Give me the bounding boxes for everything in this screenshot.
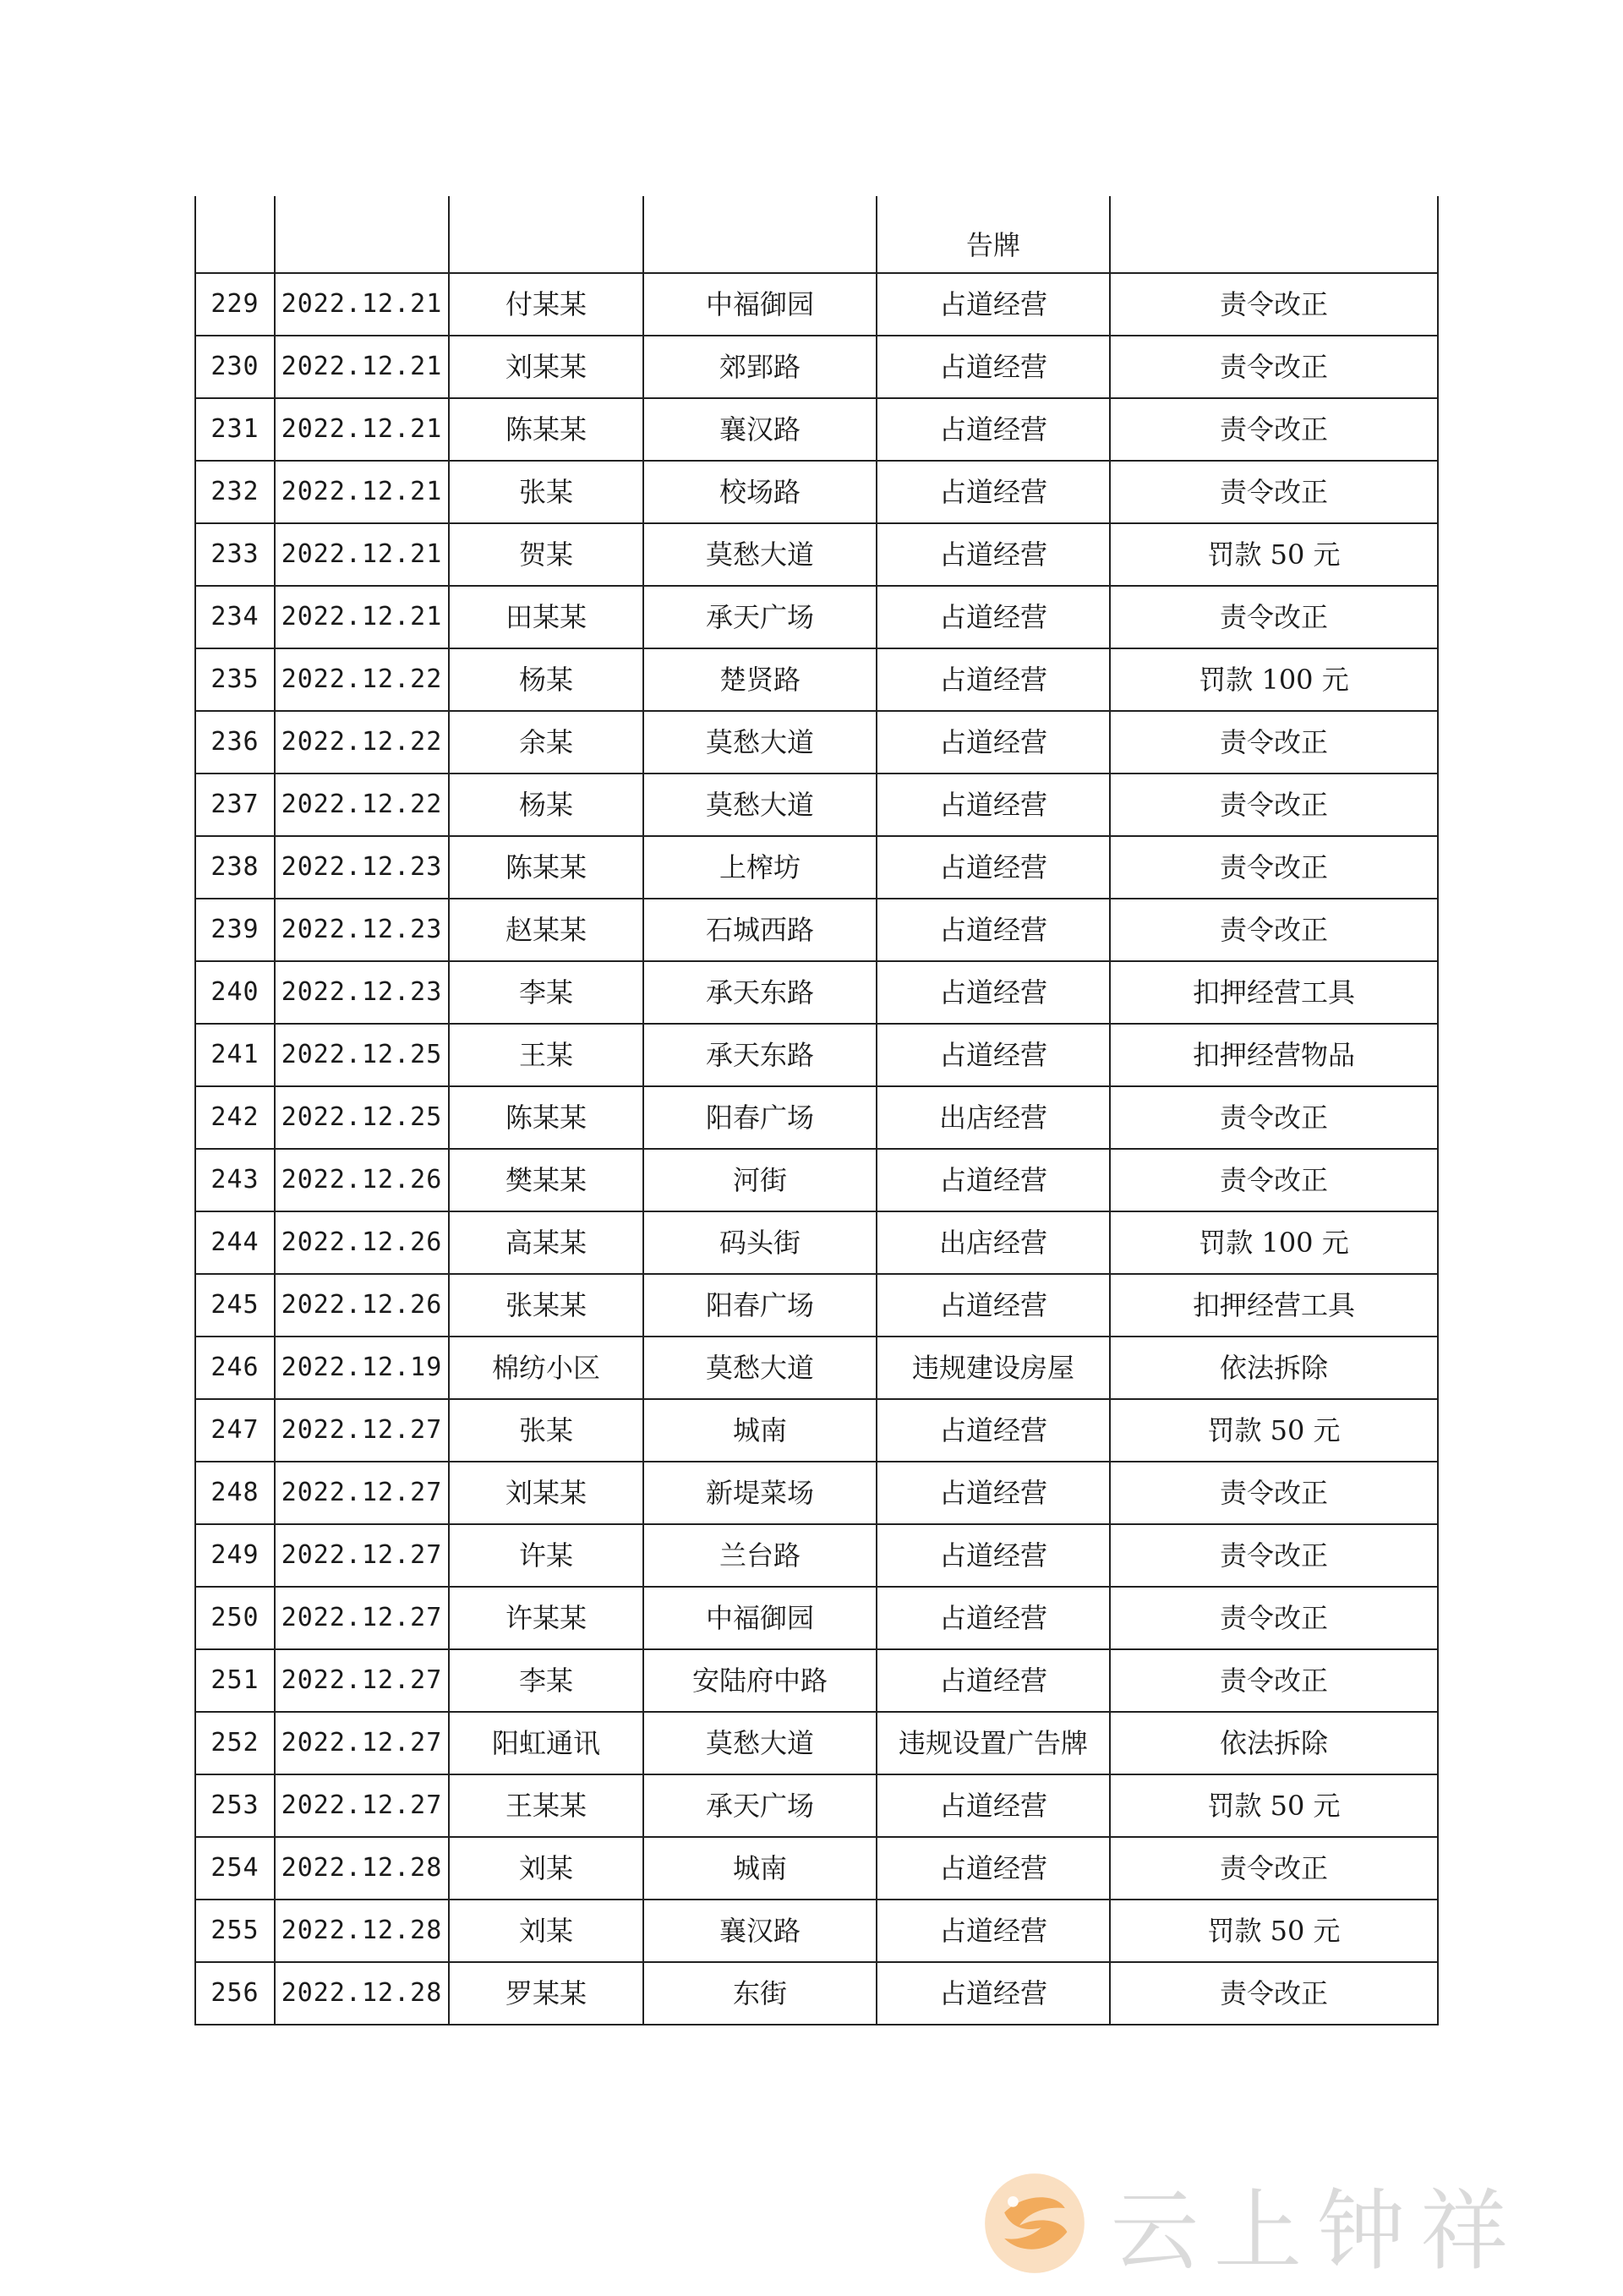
table-row	[195, 398, 1438, 461]
cell-issue: 占道经营	[877, 461, 1110, 523]
cell-location	[643, 196, 877, 273]
cell-result: 责令改正	[1110, 711, 1438, 774]
cell-issue: 占道经营	[877, 1587, 1110, 1649]
cell-date: 2022.12.28	[275, 1837, 449, 1900]
cell-number: 246	[195, 1337, 275, 1399]
cell-date: 2022.12.23	[275, 961, 449, 1024]
cell-issue: 占道经营	[877, 273, 1110, 336]
cell-location: 石城西路	[643, 899, 877, 961]
cell-issue: 出店经营	[877, 1086, 1110, 1149]
cell-number: 254	[195, 1837, 275, 1900]
cell-party: 陈某某	[449, 398, 643, 461]
cell-number: 240	[195, 961, 275, 1024]
cell-party: 余某	[449, 711, 643, 774]
cell-result: 责令改正	[1110, 398, 1438, 461]
watermark-text: 云上钟祥	[1111, 2179, 1524, 2282]
cell-result: 罚款 50 元	[1110, 1399, 1438, 1462]
cell-party: 刘某	[449, 1837, 643, 1900]
table-row	[195, 336, 1438, 398]
cell-location: 中福御园	[643, 273, 877, 336]
table-row	[195, 1712, 1438, 1774]
cell-date: 2022.12.26	[275, 1149, 449, 1211]
cell-issue: 占道经营	[877, 336, 1110, 398]
cell-number: 252	[195, 1712, 275, 1774]
cell-result: 责令改正	[1110, 1524, 1438, 1587]
cell-date: 2022.12.23	[275, 836, 449, 899]
cell-location: 阳春广场	[643, 1274, 877, 1337]
cell-result: 责令改正	[1110, 586, 1438, 648]
cell-date: 2022.12.23	[275, 899, 449, 961]
cell-location: 承天东路	[643, 961, 877, 1024]
cell-party: 张某	[449, 1399, 643, 1462]
cell-location: 阳春广场	[643, 1086, 877, 1149]
cell-result: 责令改正	[1110, 1149, 1438, 1211]
cell-party: 贺某	[449, 523, 643, 586]
cell-issue: 占道经营	[877, 1649, 1110, 1712]
cell-result: 依法拆除	[1110, 1337, 1438, 1399]
cell-number: 233	[195, 523, 275, 586]
cell-location: 楚贤路	[643, 648, 877, 711]
cell-result: 责令改正	[1110, 1462, 1438, 1524]
cell-party: 棉纺小区	[449, 1337, 643, 1399]
cell-location: 校场路	[643, 461, 877, 523]
cell-party: 许某	[449, 1524, 643, 1587]
cell-result: 责令改正	[1110, 1962, 1438, 2025]
table-row	[195, 1149, 1438, 1211]
cell-location: 莫愁大道	[643, 523, 877, 586]
cell-date: 2022.12.19	[275, 1337, 449, 1399]
cell-result: 责令改正	[1110, 1587, 1438, 1649]
cell-issue: 占道经营	[877, 586, 1110, 648]
cell-result: 责令改正	[1110, 1086, 1438, 1149]
cell-location: 安陆府中路	[643, 1649, 877, 1712]
cell-result: 责令改正	[1110, 336, 1438, 398]
table-row	[195, 899, 1438, 961]
enforcement-records-table	[194, 196, 1439, 2025]
cell-number: 255	[195, 1900, 275, 1962]
cell-issue: 占道经营	[877, 1399, 1110, 1462]
cell-date: 2022.12.21	[275, 398, 449, 461]
cell-party: 陈某某	[449, 1086, 643, 1149]
cell-number: 244	[195, 1211, 275, 1274]
cell-location: 东街	[643, 1962, 877, 2025]
cell-result: 责令改正	[1110, 273, 1438, 336]
cell-party: 刘某某	[449, 336, 643, 398]
cell-party: 赵某某	[449, 899, 643, 961]
cell-location: 码头街	[643, 1211, 877, 1274]
cell-party: 许某某	[449, 1587, 643, 1649]
cell-party: 张某	[449, 461, 643, 523]
cell-party: 刘某	[449, 1900, 643, 1962]
cell-party: 陈某某	[449, 836, 643, 899]
cell-number: 236	[195, 711, 275, 774]
cell-number: 230	[195, 336, 275, 398]
cell-location: 莫愁大道	[643, 1337, 877, 1399]
cell-result: 罚款 50 元	[1110, 523, 1438, 586]
continuation-row	[195, 196, 1438, 273]
table-row	[195, 836, 1438, 899]
table-row	[195, 1211, 1438, 1274]
table-row	[195, 1024, 1438, 1086]
cell-result: 罚款 100 元	[1110, 1211, 1438, 1274]
cell-issue: 占道经营	[877, 523, 1110, 586]
records-table-body	[195, 196, 1438, 2025]
cell-issue: 占道经营	[877, 1024, 1110, 1086]
cell-party: 付某某	[449, 273, 643, 336]
cell-number: 238	[195, 836, 275, 899]
table-row	[195, 1337, 1438, 1399]
cell-location: 城南	[643, 1399, 877, 1462]
cell-location: 兰台路	[643, 1524, 877, 1587]
cell-location: 新堤菜场	[643, 1462, 877, 1524]
cell-location: 中福御园	[643, 1587, 877, 1649]
cell-number: 245	[195, 1274, 275, 1337]
table-row	[195, 1587, 1438, 1649]
cell-party: 樊某某	[449, 1149, 643, 1211]
cell-location: 襄汉路	[643, 1900, 877, 1962]
cell-issue: 占道经营	[877, 1900, 1110, 1962]
table-row	[195, 1524, 1438, 1587]
cell-party: 杨某	[449, 774, 643, 836]
cell-date: 2022.12.21	[275, 523, 449, 586]
yunshang-logo-icon	[981, 2169, 1089, 2277]
cell-number: 237	[195, 774, 275, 836]
cell-result: 扣押经营工具	[1110, 961, 1438, 1024]
cell-date: 2022.12.25	[275, 1086, 449, 1149]
cell-party: 杨某	[449, 648, 643, 711]
cell-number: 256	[195, 1962, 275, 2025]
cell-date: 2022.12.27	[275, 1462, 449, 1524]
cell-location: 承天广场	[643, 586, 877, 648]
table-row	[195, 711, 1438, 774]
cell-location: 河街	[643, 1149, 877, 1211]
cell-number	[195, 196, 275, 273]
cell-party: 王某某	[449, 1774, 643, 1837]
table-row	[195, 523, 1438, 586]
cell-location: 上榨坊	[643, 836, 877, 899]
cell-date: 2022.12.26	[275, 1211, 449, 1274]
cell-result: 罚款 50 元	[1110, 1774, 1438, 1837]
cell-issue: 占道经营	[877, 1774, 1110, 1837]
table-row	[195, 1462, 1438, 1524]
cell-date: 2022.12.21	[275, 273, 449, 336]
cell-result: 依法拆除	[1110, 1712, 1438, 1774]
cell-issue: 占道经营	[877, 1524, 1110, 1587]
table-row	[195, 774, 1438, 836]
cell-result: 责令改正	[1110, 899, 1438, 961]
cell-number: 232	[195, 461, 275, 523]
table-row	[195, 1774, 1438, 1837]
cell-result: 责令改正	[1110, 836, 1438, 899]
cell-issue: 占道经营	[877, 1462, 1110, 1524]
cell-date: 2022.12.21	[275, 336, 449, 398]
cell-number: 247	[195, 1399, 275, 1462]
cell-date: 2022.12.28	[275, 1900, 449, 1962]
cell-issue: 占道经营	[877, 961, 1110, 1024]
cell-date: 2022.12.26	[275, 1274, 449, 1337]
table-row	[195, 586, 1438, 648]
cell-issue: 占道经营	[877, 836, 1110, 899]
cell-location: 莫愁大道	[643, 1712, 877, 1774]
cell-location: 莫愁大道	[643, 774, 877, 836]
table-row	[195, 1900, 1438, 1962]
watermark	[981, 2164, 1623, 2282]
cell-issue: 出店经营	[877, 1211, 1110, 1274]
cell-date: 2022.12.27	[275, 1649, 449, 1712]
records-sheet	[194, 196, 1437, 2025]
cell-number: 251	[195, 1649, 275, 1712]
cell-number: 253	[195, 1774, 275, 1837]
cell-date	[275, 196, 449, 273]
cell-issue: 违规设置广告牌	[877, 1712, 1110, 1774]
cell-issue: 占道经营	[877, 1962, 1110, 2025]
cell-party: 李某	[449, 1649, 643, 1712]
cell-issue: 占道经营	[877, 899, 1110, 961]
cell-number: 248	[195, 1462, 275, 1524]
cell-number: 235	[195, 648, 275, 711]
cell-party: 刘某某	[449, 1462, 643, 1524]
cell-number: 243	[195, 1149, 275, 1211]
cell-location: 承天广场	[643, 1774, 877, 1837]
cell-date: 2022.12.22	[275, 774, 449, 836]
cell-issue: 占道经营	[877, 648, 1110, 711]
cell-location: 襄汉路	[643, 398, 877, 461]
cell-number: 231	[195, 398, 275, 461]
cell-number: 250	[195, 1587, 275, 1649]
cell-party: 张某某	[449, 1274, 643, 1337]
cell-issue: 占道经营	[877, 398, 1110, 461]
cell-party: 王某	[449, 1024, 643, 1086]
cell-issue: 占道经营	[877, 1149, 1110, 1211]
table-row	[195, 1399, 1438, 1462]
cell-result: 责令改正	[1110, 1649, 1438, 1712]
table-row	[195, 1086, 1438, 1149]
table-row	[195, 1837, 1438, 1900]
cell-result: 罚款 50 元	[1110, 1900, 1438, 1962]
cell-party: 高某某	[449, 1211, 643, 1274]
table-row	[195, 461, 1438, 523]
cell-result: 责令改正	[1110, 774, 1438, 836]
cell-party	[449, 196, 643, 273]
cell-issue: 告牌	[877, 196, 1110, 273]
cell-number: 249	[195, 1524, 275, 1587]
table-row	[195, 1649, 1438, 1712]
cell-date: 2022.12.27	[275, 1774, 449, 1837]
cell-date: 2022.12.22	[275, 648, 449, 711]
cell-result: 扣押经营物品	[1110, 1024, 1438, 1086]
cell-date: 2022.12.27	[275, 1712, 449, 1774]
table-row	[195, 273, 1438, 336]
cell-date: 2022.12.21	[275, 586, 449, 648]
cell-result: 罚款 100 元	[1110, 648, 1438, 711]
cell-party: 田某某	[449, 586, 643, 648]
cell-date: 2022.12.25	[275, 1024, 449, 1086]
table-row	[195, 1274, 1438, 1337]
cell-location: 莫愁大道	[643, 711, 877, 774]
cell-issue: 占道经营	[877, 1274, 1110, 1337]
cell-party: 李某	[449, 961, 643, 1024]
cell-result: 责令改正	[1110, 1837, 1438, 1900]
cell-date: 2022.12.22	[275, 711, 449, 774]
cell-party: 罗某某	[449, 1962, 643, 2025]
cell-location: 城南	[643, 1837, 877, 1900]
cell-issue: 占道经营	[877, 774, 1110, 836]
cell-party: 阳虹通讯	[449, 1712, 643, 1774]
cell-issue: 违规建设房屋	[877, 1337, 1110, 1399]
table-row	[195, 961, 1438, 1024]
cell-date: 2022.12.21	[275, 461, 449, 523]
cell-date: 2022.12.28	[275, 1962, 449, 2025]
cell-result: 扣押经营工具	[1110, 1274, 1438, 1337]
table-row	[195, 648, 1438, 711]
cell-result	[1110, 196, 1438, 273]
cell-result: 责令改正	[1110, 461, 1438, 523]
cell-issue: 占道经营	[877, 1837, 1110, 1900]
cell-number: 229	[195, 273, 275, 336]
cell-number: 241	[195, 1024, 275, 1086]
cell-location: 郊郢路	[643, 336, 877, 398]
cell-location: 承天东路	[643, 1024, 877, 1086]
cell-issue: 占道经营	[877, 711, 1110, 774]
cell-number: 242	[195, 1086, 275, 1149]
cell-date: 2022.12.27	[275, 1587, 449, 1649]
cell-number: 234	[195, 586, 275, 648]
cell-date: 2022.12.27	[275, 1399, 449, 1462]
cell-date: 2022.12.27	[275, 1524, 449, 1587]
cell-number: 239	[195, 899, 275, 961]
table-row	[195, 1962, 1438, 2025]
